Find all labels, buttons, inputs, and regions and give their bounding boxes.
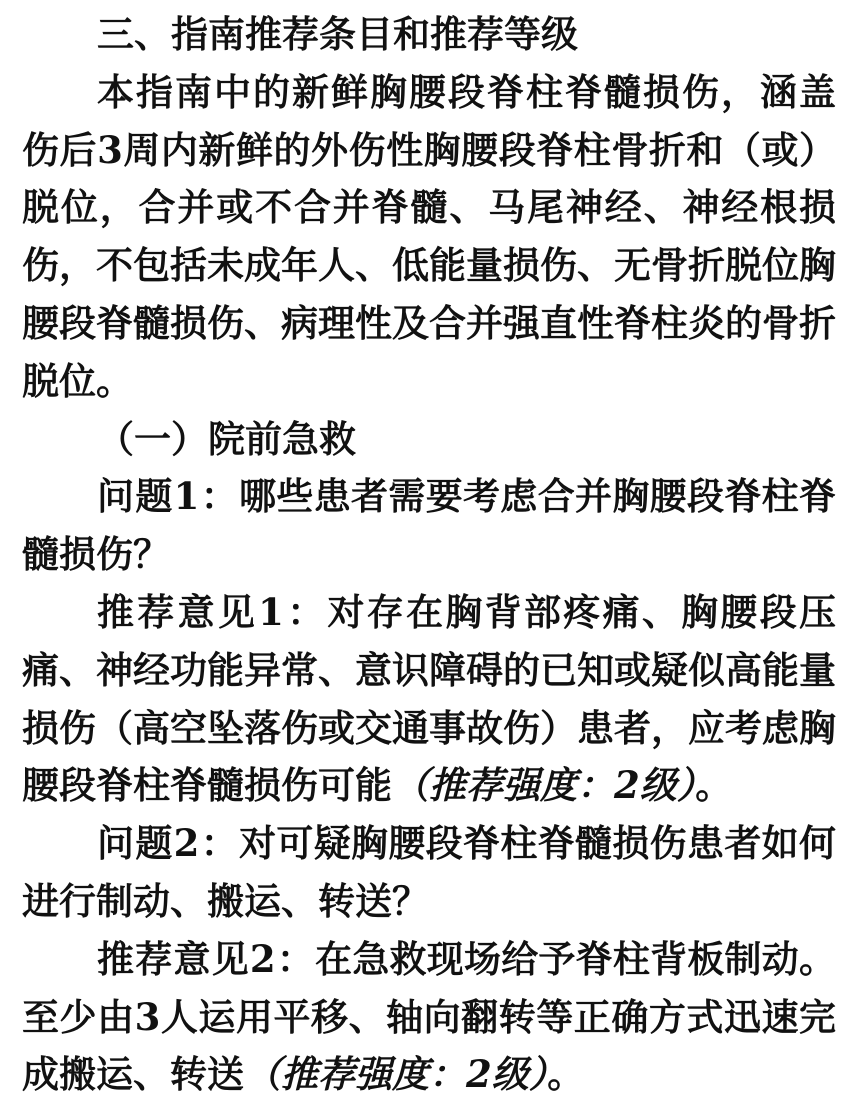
question-2-label: 问题2： bbox=[97, 821, 240, 866]
recommendation-2-end: 。 bbox=[547, 1052, 585, 1097]
question-2-text: 对可疑胸腰段脊柱脊髓损伤患者如何进行制动、搬运、转送？ bbox=[22, 821, 836, 923]
recommendation-1-text: 对存在胸背部疼痛、胸腰段压痛、神经功能异常、意识障碍的已知或疑似高能量损伤（高空坠落伤或交通事故伤）患者，应考虑胸腰段脊柱脊髓损伤可能 bbox=[22, 589, 836, 808]
recommendation-2-paragraph bbox=[22, 931, 836, 1104]
intro-paragraph-text: 本指南中的新鲜胸腰段脊柱脊髓损伤，涵盖伤后3周内新鲜的外伤性胸腰段脊柱骨折和（或）脱位，合并或不合并脊髓、马尾神经、神经根损伤，不包括未成年人、低能量损伤、无骨折脱位胸腰段脊髓损伤、病理性及合并强直性脊柱炎的骨折脱位。 bbox=[22, 69, 836, 403]
section-heading-text: 三、指南推荐条目和推荐等级 bbox=[97, 12, 578, 56]
subsection-heading bbox=[22, 411, 836, 469]
subsection-heading-text: （一）院前急救 bbox=[97, 416, 356, 461]
question-1-paragraph bbox=[22, 468, 836, 584]
recommendation-1-strength: （推荐强度：2级） bbox=[392, 763, 696, 808]
recommendation-1-end: 。 bbox=[695, 763, 733, 808]
recommendation-1-label: 推荐意见1： bbox=[97, 589, 328, 634]
recommendation-2-label: 推荐意见2： bbox=[97, 936, 316, 981]
recommendation-1-paragraph bbox=[22, 584, 836, 815]
question-1-text: 哪些患者需要考虑合并胸腰段脊柱脊髓损伤？ bbox=[22, 474, 836, 577]
recommendation-2-strength: （推荐强度：2级） bbox=[244, 1052, 548, 1097]
recommendation-2-text: 在急救现场给予脊柱背板制动。至少由3人运用平移、轴向翻转等正确方式迅速完成搬运、转送 bbox=[22, 936, 837, 1097]
section-heading bbox=[22, 6, 836, 64]
document-page bbox=[22, 6, 836, 1104]
intro-paragraph bbox=[22, 64, 836, 411]
question-1-label: 问题1： bbox=[97, 474, 240, 519]
question-2-paragraph bbox=[22, 815, 836, 931]
